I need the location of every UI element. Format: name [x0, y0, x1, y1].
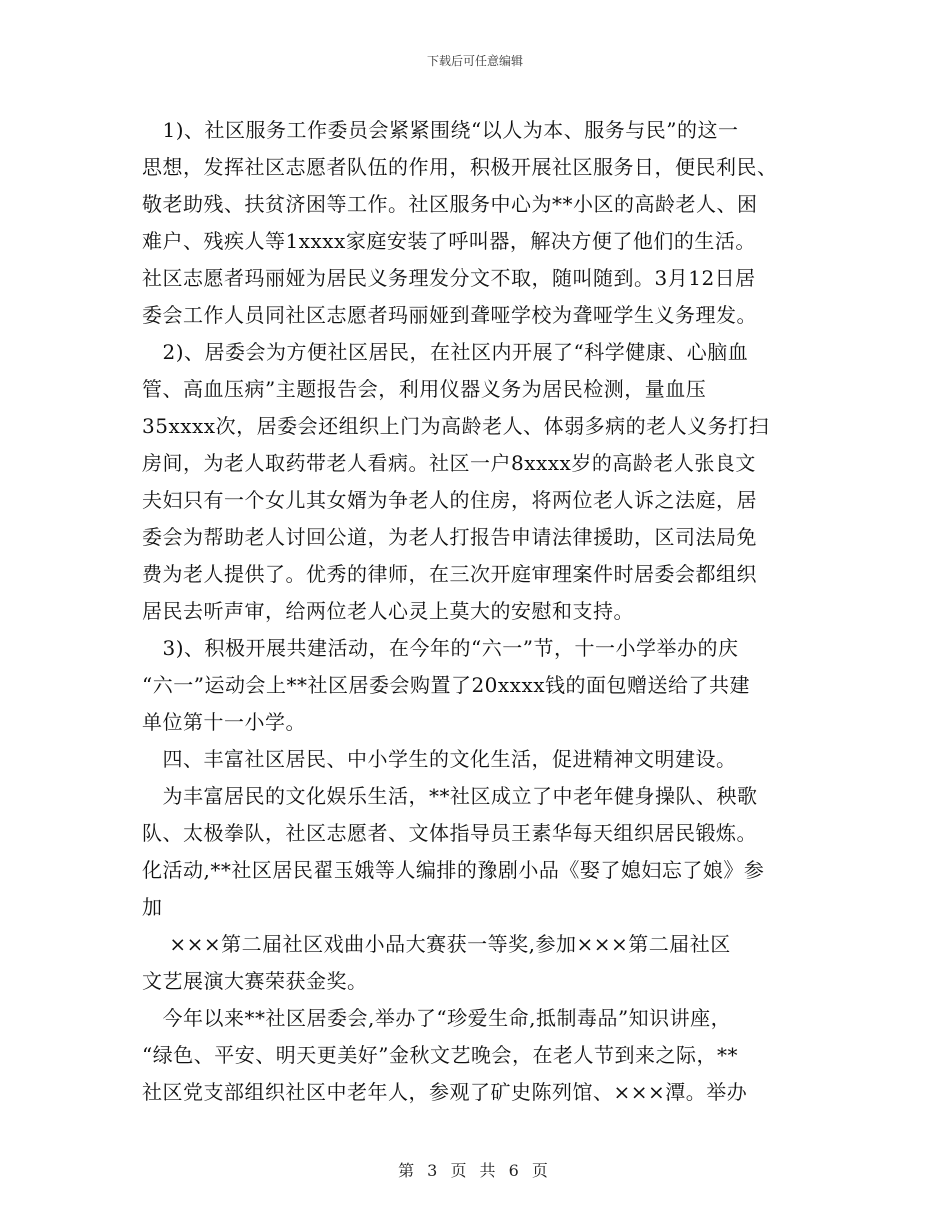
text-line: 单位第十一小学。	[142, 710, 306, 734]
text-line: 今年以来**社区居委会,举办了“珍爱生命,抵制毒品”知识讲座，	[142, 1006, 732, 1030]
text-line: 3)、积极开展共建活动，在今年的“六一”节，十一小学举办的庆	[142, 636, 739, 660]
text-line: 思想，发挥社区志愿者队伍的作用，积极开展社区服务日，便民利民、	[142, 155, 778, 179]
page-header: 下载后可任意编辑	[426, 54, 523, 68]
text-line: 2)、居委会为方便社区居民，在社区内开展了“科学健康、心脑血	[142, 340, 749, 364]
page-footer: 第 3 页 共 6 页	[398, 1161, 552, 1180]
text-line: “绿色、平安、明天更美好”金秋文艺晚会，在老人节到来之际，**	[142, 1043, 738, 1067]
text-line: 文艺展演大赛荣获金奖。	[142, 969, 368, 993]
text-line: 加	[142, 895, 163, 919]
text-line: 35xxxx次，居委会还组织上门为高龄老人、体弱多病的老人义务打扫	[142, 414, 770, 438]
text-line: 委会工作人员同社区志愿者玛丽娅到聋哑学校为聋哑学生义务理发。	[142, 303, 757, 327]
text-line: ×××第二届社区戏曲小品大赛获一等奖,参加×××第二届社区	[142, 932, 731, 956]
text-line: 为丰富居民的文化娱乐生活，**社区成立了中老年健身操队、秧歌	[142, 784, 758, 808]
text-line: 社区党支部组织社区中老年人，参观了矿史陈列馆、×××潭。举办	[142, 1080, 748, 1104]
document-body	[142, 112, 812, 1111]
text-line: 队、太极拳队，社区志愿者、文体指导员王素华每天组织居民锻炼。	[142, 821, 757, 845]
text-line: 化活动,**社区居民翟玉娥等人编排的豫剧小品《娶了媳妇忘了娘》参	[142, 858, 765, 882]
text-line: 四、丰富社区居民、中小学生的文化生活，促进精神文明建设。	[142, 747, 737, 771]
text-line: 房间，为老人取药带老人看病。社区一户8xxxx岁的高龄老人张良文	[142, 451, 756, 475]
text-line: 管、高血压病”主题报告会，利用仪器义务为居民检测，量血压	[142, 377, 707, 401]
text-line: 居民去听声审，给两位老人心灵上莫大的安慰和支持。	[142, 599, 634, 623]
text-line: 1)、社区服务工作委员会紧紧围绕“以人为本、服务与民”的这一	[142, 118, 739, 142]
text-line: 难户、残疾人等1xxxx家庭安装了呼叫器，解决方便了他们的生活。	[142, 229, 756, 253]
text-line: 费为老人提供了。优秀的律师，在三次开庭审理案件时居委会都组织	[142, 562, 757, 586]
text-line: 社区志愿者玛丽娅为居民义务理发分文不取，随叫随到。3月12日居	[142, 266, 756, 290]
text-line: 敬老助残、扶贫济困等工作。社区服务中心为**小区的高龄老人、困	[142, 192, 758, 216]
text-line: “六一”运动会上**社区居委会购置了20xxxx钱的面包赠送给了共建	[142, 673, 751, 697]
text-line: 委会为帮助老人讨回公道，为老人打报告申请法律援助，区司法局免	[142, 525, 757, 549]
text-line: 夫妇只有一个女儿其女婿为争老人的住房，将两位老人诉之法庭，居	[142, 488, 757, 512]
